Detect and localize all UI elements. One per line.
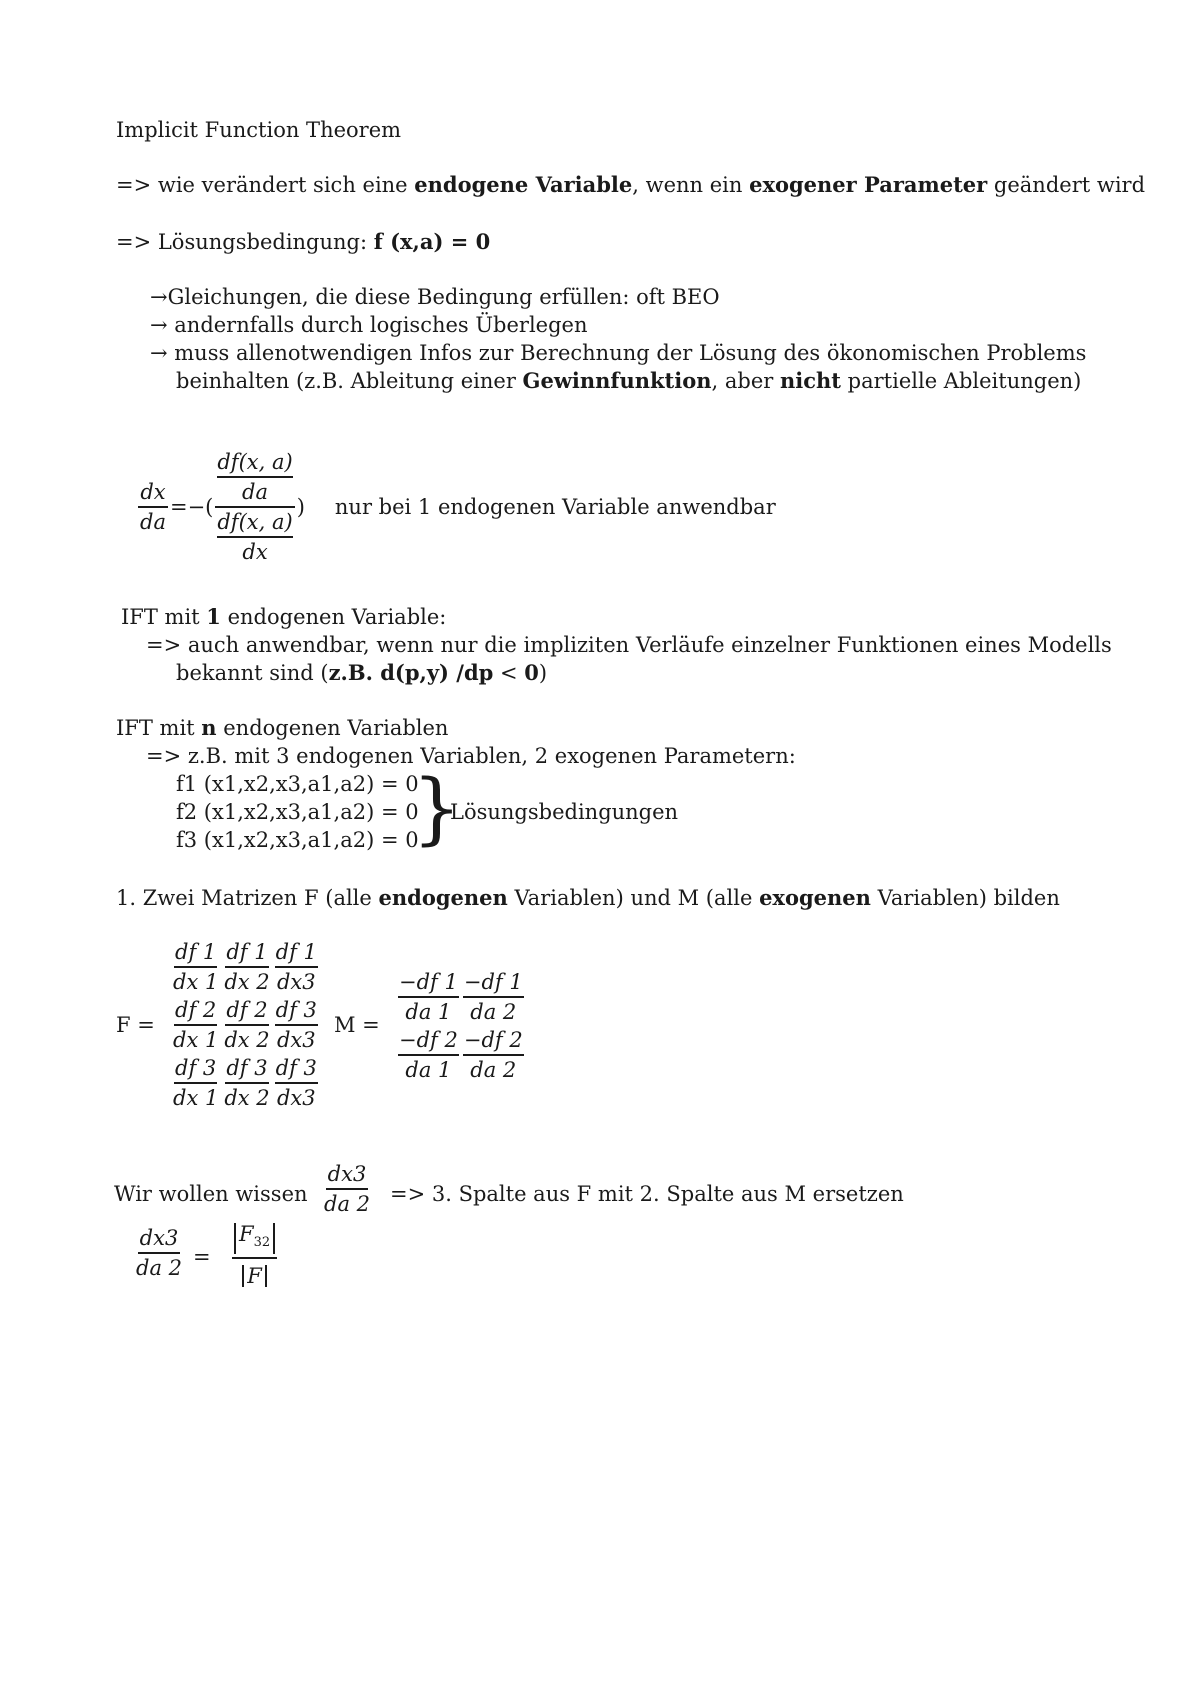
text: beinhalten (z.B. Ableitung einer xyxy=(176,369,523,393)
equation-f1: f1 (x1,x2,x3,a1,a2) = 0 xyxy=(176,772,419,796)
text: ) xyxy=(538,661,548,685)
ift-1-line-2 xyxy=(176,660,547,686)
text: => Lösungsbedingung: xyxy=(116,230,374,254)
cell-denominator: dx 2 xyxy=(224,1028,270,1052)
matrix-cell xyxy=(463,1026,524,1084)
determinant-numerator xyxy=(232,1220,277,1259)
cell-denominator: dx3 xyxy=(276,1028,316,1052)
cell-numerator: df 3 xyxy=(275,1054,318,1084)
matrix-symbol: F xyxy=(239,1222,254,1246)
bold-term: 0 xyxy=(524,660,539,685)
matrix-cell xyxy=(172,1054,219,1112)
matrix-cell xyxy=(172,938,219,996)
text: Variablen) und M (alle xyxy=(507,886,760,910)
equation-f3: f3 (x1,x2,x3,a1,a2) = 0 xyxy=(176,828,419,852)
ift-1-heading xyxy=(121,604,446,630)
text: IFT mit xyxy=(116,716,202,740)
cell-numerator: df 1 xyxy=(275,938,318,968)
cell-denominator: dx3 xyxy=(276,970,316,994)
abs-bars: F xyxy=(242,1265,267,1287)
bold-term: n xyxy=(201,715,217,740)
equals-minus: =−( xyxy=(169,495,214,519)
bullet-2: → andernfalls durch logisches Überlegen xyxy=(150,313,588,337)
numerator: dx3 xyxy=(138,1224,181,1254)
cell-numerator: df 3 xyxy=(174,1054,217,1084)
ift-1-line-1: => auch anwendbar, wenn nur die impliziten Verläufe einzelner Funktionen eines Modells xyxy=(146,633,1112,657)
solution-condition xyxy=(116,229,490,255)
matrix-cell xyxy=(398,1026,459,1084)
cell-numerator: −df 1 xyxy=(398,968,459,998)
text: endogenen Variablen xyxy=(216,716,449,740)
text: Variablen) bilden xyxy=(870,886,1060,910)
numerator: dx3 xyxy=(326,1160,369,1190)
abs-bars xyxy=(234,1223,275,1254)
text: => wie verändert sich eine xyxy=(116,173,415,197)
text: 1. Zwei Matrizen F (alle xyxy=(116,886,379,910)
denominator: da 2 xyxy=(324,1192,370,1216)
bold-term: exogener Parameter xyxy=(749,172,988,197)
matrix-cell xyxy=(223,938,270,996)
text: bekannt sind ( xyxy=(176,661,329,685)
equation-f2: f2 (x1,x2,x3,a1,a2) = 0 xyxy=(176,800,419,824)
cell-denominator: dx 1 xyxy=(173,1028,219,1052)
matrix-f xyxy=(172,938,318,1112)
result-rhs xyxy=(232,1220,277,1290)
ift-formula xyxy=(138,448,776,566)
cell-denominator: dx 1 xyxy=(173,970,219,994)
result-equals: = xyxy=(193,1245,211,1269)
final-prefix: Wir wollen wissen xyxy=(114,1182,308,1206)
cell-denominator: da 2 xyxy=(470,1058,517,1082)
text: , aber xyxy=(711,369,780,393)
matrix-m xyxy=(398,968,524,1084)
cell-numerator: df 3 xyxy=(225,1054,268,1084)
matrix-m-label: M = xyxy=(334,1013,380,1037)
compound-fraction xyxy=(215,448,294,566)
matrix-cell xyxy=(398,968,459,1026)
cell-numerator: df 2 xyxy=(225,996,268,1026)
text: endogenen Variable: xyxy=(220,605,447,629)
matrix-f-label: F = xyxy=(116,1013,155,1037)
cell-denominator: da 2 xyxy=(470,1000,517,1024)
matrix-cell xyxy=(172,996,219,1054)
text: , wenn ein xyxy=(632,173,750,197)
matrix-cell xyxy=(275,938,318,996)
matrix-cell xyxy=(223,1054,270,1112)
cell-denominator: dx 1 xyxy=(173,1086,219,1110)
inner-denominator: dx xyxy=(242,540,268,564)
bold-term: endogenen xyxy=(378,885,508,910)
matrix-cell xyxy=(223,996,270,1054)
matrix-cell xyxy=(275,996,318,1054)
cell-denominator: dx3 xyxy=(276,1086,316,1110)
denominator: da 2 xyxy=(136,1256,182,1280)
query-fraction xyxy=(322,1160,372,1218)
inner-numerator: df(x, a) xyxy=(217,508,292,538)
bullet-3: → muss allenotwendigen Infos zur Berechnung der Lösung des ökonomischen Problems xyxy=(150,341,1087,365)
ift-n-heading xyxy=(116,715,448,741)
text: partielle Ableitungen) xyxy=(841,369,1082,393)
cell-numerator: −df 2 xyxy=(398,1026,459,1056)
cell-numerator: −df 2 xyxy=(463,1026,524,1056)
inner-numerator: df(x, a) xyxy=(217,448,292,478)
cell-numerator: −df 1 xyxy=(463,968,524,998)
bold-term: exogenen xyxy=(759,885,871,910)
cell-denominator: dx 2 xyxy=(224,1086,270,1110)
bold-term: Gewinnfunktion xyxy=(522,368,712,393)
denominator: da xyxy=(140,510,166,534)
formula-note: nur bei 1 endogenen Variable anwendbar xyxy=(334,495,776,519)
final-suffix: => 3. Spalte aus F mit 2. Spalte aus M ersetzen xyxy=(390,1182,904,1206)
cell-numerator: df 1 xyxy=(174,938,217,968)
matrix-cell xyxy=(275,1054,318,1112)
text: IFT mit xyxy=(121,605,207,629)
curly-brace: } xyxy=(412,764,462,854)
cell-denominator: da 1 xyxy=(405,1000,452,1024)
determinant-denominator xyxy=(240,1259,269,1290)
result-lhs xyxy=(134,1224,184,1282)
close-paren: ) xyxy=(296,495,305,519)
numerator: dx xyxy=(138,478,167,508)
cell-numerator: df 1 xyxy=(225,938,268,968)
bold-term: nicht xyxy=(779,368,841,393)
matrix-cell xyxy=(463,968,524,1026)
inner-denominator: da xyxy=(242,480,268,504)
ift-n-line-1: => z.B. mit 3 endogenen Variablen, 2 exogenen Parametern: xyxy=(146,744,796,768)
subscript: 32 xyxy=(253,1235,271,1251)
intro-line xyxy=(116,172,1145,198)
brace-label: Lösungsbedingungen xyxy=(450,800,679,824)
bullet-1: →Gleichungen, die diese Bedingung erfüllen: oft BEO xyxy=(150,285,720,309)
bullet-3-continued xyxy=(176,368,1081,394)
compound-denominator xyxy=(215,508,294,566)
compound-numerator xyxy=(215,448,294,508)
bold-term: z.B. d(p,y) /dp xyxy=(328,660,494,685)
condition-formula: f (x,a) = 0 xyxy=(373,229,491,254)
cell-denominator: da 1 xyxy=(405,1058,452,1082)
bold-term: 1 xyxy=(206,604,221,629)
text: geändert wird xyxy=(987,173,1146,197)
step-1 xyxy=(116,885,1060,911)
cell-numerator: df 2 xyxy=(174,996,217,1026)
lhs-fraction xyxy=(138,478,168,536)
cell-numerator: df 3 xyxy=(275,996,318,1026)
bold-term: endogene Variable xyxy=(414,172,633,197)
text: < xyxy=(493,661,525,685)
cell-denominator: dx 2 xyxy=(224,970,270,994)
page-title: Implicit Function Theorem xyxy=(116,118,402,142)
